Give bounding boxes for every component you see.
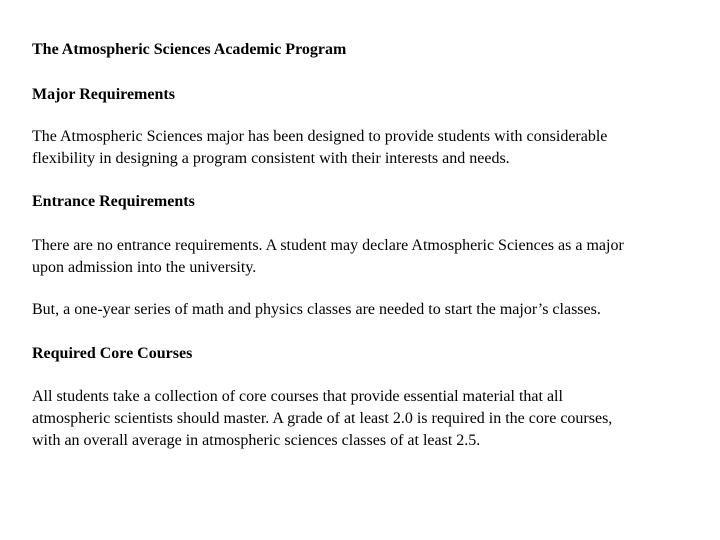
text-line: The Atmospheric Sciences major has been designed to provide students with considerable [32,128,608,145]
text-line: All students take a collection of core courses that provide essential material that all [32,388,563,405]
core-courses-paragraph [32,386,712,452]
text-line: upon admission into the university. [32,259,257,276]
text-line: flexibility in designing a program consistent with their interests and needs. [32,150,510,167]
text-line: There are no entrance requirements. A student may declare Atmospheric Sciences as a major [32,237,624,254]
entrance-requirements-paragraph [32,235,712,279]
text-line: But, a one-year series of math and physics classes are needed to start the major’s classes. [32,301,601,318]
section-heading-required-core-courses: Required Core Courses [32,345,193,362]
major-requirements-paragraph [32,126,712,170]
text-line: atmospheric scientists should master. A grade of at least 2.0 is required in the core courses, [32,410,613,427]
section-heading-entrance-requirements: Entrance Requirements [32,193,195,210]
prerequisites-paragraph [32,299,712,321]
section-heading-major-requirements: Major Requirements [32,86,175,103]
text-line: with an overall average in atmospheric sciences classes of at least 2.5. [32,432,481,449]
document-title: The Atmospheric Sciences Academic Program [32,41,347,58]
